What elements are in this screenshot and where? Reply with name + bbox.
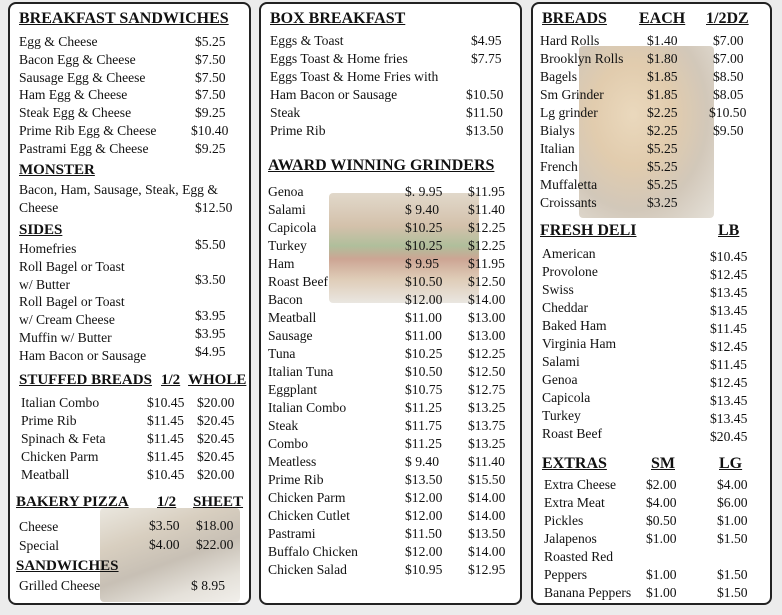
menu-item-name: Bialys [540, 123, 575, 138]
menu-item-name: Egg & Cheese [19, 34, 98, 49]
menu-item-price-whole: $11.95 [468, 184, 505, 199]
menu-item-price-sm: $1.00 [646, 531, 677, 546]
menu-item-name: Capicola [268, 220, 317, 235]
menu-item-price-whole: $12.25 [468, 238, 506, 253]
menu-item-name: Tuna [268, 346, 296, 361]
monster-description: Bacon, Ham, Sausage, Steak, Egg & [19, 182, 218, 197]
menu-item-price-half: $11.25 [405, 400, 442, 415]
menu-item-price-whole: $14.00 [468, 292, 506, 307]
menu-item-name: Cheddar [542, 300, 589, 315]
menu-item-price-half: $10.50 [405, 364, 443, 379]
menu-item-price-whole: $20.45 [197, 449, 235, 464]
menu-item-name: Homefries [19, 241, 77, 256]
menu-item-price-half: $11.75 [405, 418, 442, 433]
menu-item-price-half: $11.45 [147, 431, 184, 446]
menu-item-name: Turkey [542, 408, 581, 423]
menu-item-price-each: $1.80 [647, 51, 678, 66]
menu-item-name: Pickles [544, 513, 584, 528]
menu-item-name: Spinach & Feta [21, 431, 106, 446]
menu-item-name: Prime Rib [270, 123, 326, 138]
menu-item-name: Eggs Toast & Home Fries with [270, 69, 439, 84]
menu-item-name: Meatless [268, 454, 317, 469]
menu-item-price: $4.95 [471, 33, 502, 48]
menu-item-price-sm: $1.00 [646, 567, 677, 582]
menu-item-price-half: $11.45 [147, 413, 184, 428]
menu-item-name: Meatball [21, 467, 70, 482]
sandwiches-heading: SANDWICHES [16, 558, 119, 574]
menu-item-name: Chicken Salad [268, 562, 347, 577]
menu-item-price-whole: $13.25 [468, 436, 506, 451]
menu-item-price-each: $5.25 [647, 177, 678, 192]
menu-item-price: $9.25 [195, 141, 226, 156]
menu-item-price: $13.45 [710, 303, 748, 318]
menu-item-price: $11.45 [710, 321, 747, 336]
menu-item-price: $11.50 [466, 105, 503, 120]
menu-item-price-each: $5.25 [647, 159, 678, 174]
menu-item-price-half: $ 9.40 [405, 202, 439, 217]
menu-item-name: Salami [542, 354, 580, 369]
menu-item-price: $3.95 [195, 326, 226, 341]
menu-item-name: Peppers [544, 567, 588, 582]
menu-item-name: Jalapenos [544, 531, 597, 546]
menu-item-price-whole: $13.25 [468, 400, 506, 415]
menu-item-name: Virginia Ham [542, 336, 617, 351]
menu-item-name: Chicken Parm [268, 490, 346, 505]
fresh-deli-lb-header: LB [718, 222, 740, 239]
menu-item-price-dozen: $7.00 [713, 51, 744, 66]
menu-item-name: Italian [540, 141, 575, 156]
menu-item-price-whole: $13.00 [468, 310, 506, 325]
menu-item-name: Steak Egg & Cheese [19, 105, 132, 120]
menu-item-price: $7.50 [195, 70, 226, 85]
menu-item-name: Ham Bacon or Sausage [270, 87, 398, 102]
menu-column-middle [259, 2, 522, 605]
menu-item-price-lg: $1.50 [717, 531, 748, 546]
menu-item-name: Buffalo Chicken [268, 544, 358, 559]
menu-item-price: $13.50 [466, 123, 504, 138]
menu-item-price-half: $11.45 [147, 449, 184, 464]
menu-item-name: Extra Meat [544, 495, 605, 510]
menu-item-name: Prime Rib [268, 472, 324, 487]
menu-item-name: Roll Bagel or Toast [19, 294, 125, 309]
menu-item-price-each: $1.40 [647, 33, 678, 48]
menu-item-name: American [542, 246, 596, 261]
menu-item-price-whole: $14.00 [468, 490, 506, 505]
menu-item-price-half: $12.00 [405, 544, 443, 559]
menu-item-name: Sm Grinder [540, 87, 604, 102]
menu-item-name: Bagels [540, 69, 577, 84]
menu-item-price: $13.45 [710, 411, 748, 426]
menu-item-price: $3.95 [195, 308, 226, 323]
extras-heading: EXTRAS [542, 455, 607, 472]
menu-item-price: $4.95 [195, 344, 226, 359]
menu-item-price: $5.25 [195, 34, 226, 49]
bakery-pizza-heading: BAKERY PIZZA [16, 494, 129, 510]
breads-each-header: EACH [639, 10, 686, 27]
menu-item-price-lg: $1.00 [717, 513, 748, 528]
menu-item-price-each: $2.25 [647, 105, 678, 120]
menu-item-price-each: $5.25 [647, 141, 678, 156]
menu-item-price-whole: $13.75 [468, 418, 506, 433]
menu-item-price-whole: $12.25 [468, 220, 506, 235]
menu-item-price-half: $10.25 [405, 220, 443, 235]
menu-item-price: $10.40 [191, 123, 229, 138]
monster-price: $12.50 [195, 200, 233, 215]
menu-item-name: Italian Combo [21, 395, 100, 410]
menu-item-name: Sausage [268, 328, 313, 343]
menu-item-name: Italian Combo [268, 400, 347, 415]
menu-item-name: Roasted Red [544, 549, 614, 564]
menu-item-price: $13.45 [710, 285, 748, 300]
extras-sm-header: SM [651, 455, 675, 472]
menu-item-price: $20.45 [710, 429, 748, 444]
menu-item-price-lg: $1.50 [717, 567, 748, 582]
fresh-deli-heading: FRESH DELI [540, 222, 637, 239]
menu-item-name: Provolone [542, 264, 598, 279]
menu-item-name: Genoa [268, 184, 304, 199]
menu-item-name: Grilled Cheese [19, 578, 101, 593]
monster-description: Cheese [19, 200, 59, 215]
menu-item-name: Croissants [540, 195, 597, 210]
menu-item-name: Cheese [19, 519, 59, 534]
menu-item-price-sm: $4.00 [646, 495, 677, 510]
menu-item-price: $7.75 [471, 51, 502, 66]
menu-item-name: Eggs & Toast [270, 33, 344, 48]
menu-item-price-half: $12.00 [405, 490, 443, 505]
breads-heading: BREADS [542, 10, 607, 27]
menu-item-name: Roll Bagel or Toast [19, 259, 125, 274]
menu-item-name: Extra Cheese [544, 477, 617, 492]
bakery-pizza-half-header: 1/2 [157, 494, 177, 510]
grinder-sandwich-photo [329, 193, 479, 303]
menu-item-price: $12.45 [710, 339, 748, 354]
menu-item-name: Combo [268, 436, 309, 451]
menu-item-name: Ham Bacon or Sausage [19, 348, 147, 363]
menu-item-price-dozen: $10.50 [709, 105, 747, 120]
menu-item-price: $12.45 [710, 267, 748, 282]
menu-item-price-whole: $15.50 [468, 472, 506, 487]
menu-item-price-half: $12.00 [405, 292, 443, 307]
menu-item-price-whole: $20.00 [197, 395, 235, 410]
menu-item-price: $9.25 [195, 105, 226, 120]
menu-item-name: Eggplant [268, 382, 318, 397]
menu-item-name: Italian Tuna [268, 364, 334, 379]
menu-item-price-sheet: $22.00 [196, 537, 234, 552]
bakery-pizza-sheet-header: SHEET [193, 494, 244, 510]
menu-item-price-whole: $20.45 [197, 413, 235, 428]
menu-item-name: Sausage Egg & Cheese [19, 70, 146, 85]
menu-item-name: Prime Rib Egg & Cheese [19, 123, 157, 138]
menu-item-name: Brooklyn Rolls [540, 51, 624, 66]
menu-item-price-half: $11.00 [405, 328, 442, 343]
menu-item-price-whole: $11.40 [468, 454, 505, 469]
menu-item-price-half: $10.25 [405, 346, 443, 361]
menu-item-price-half: $10.95 [405, 562, 443, 577]
menu-item-price-half: $11.50 [405, 526, 442, 541]
menu-item-name: Turkey [268, 238, 307, 253]
menu-item-price: $ 8.95 [191, 578, 225, 593]
menu-item-name: Genoa [542, 372, 578, 387]
menu-item-price-whole: $20.00 [197, 467, 235, 482]
extras-lg-header: LG [719, 455, 743, 472]
menu-item-name: Special [19, 538, 60, 553]
grinders-heading: AWARD WINNING GRINDERS [268, 157, 495, 174]
menu-item-name: Meatball [268, 310, 317, 325]
menu-item-price-lg: $1.50 [717, 585, 748, 600]
menu-item-price: $11.45 [710, 357, 747, 372]
menu-item-name: Bacon Egg & Cheese [19, 52, 136, 67]
menu-item-name: French [540, 159, 578, 174]
menu-item-price-lg: $6.00 [717, 495, 748, 510]
menu-item-price-whole: $12.50 [468, 364, 506, 379]
menu-item-price-sm: $0.50 [646, 513, 677, 528]
stuffed-breads-half-header: 1/2 [161, 372, 181, 388]
menu-item-name: Pastrami Egg & Cheese [19, 141, 149, 156]
menu-item-name: Muffin w/ Butter [19, 330, 112, 345]
menu-item-price-half: $ 9.95 [405, 256, 439, 271]
menu-item-price-whole: $14.00 [468, 544, 506, 559]
menu-item-price-whole: $11.40 [468, 202, 505, 217]
menu-item-name: Chicken Parm [21, 449, 99, 464]
menu-item-price-lg: $4.00 [717, 477, 748, 492]
menu-item-price-whole: $12.25 [468, 346, 506, 361]
menu-item-name: Capicola [542, 390, 591, 405]
menu-item-price-half: $10.75 [405, 382, 443, 397]
menu-item-name: Prime Rib [21, 413, 77, 428]
menu-item-name: Ham Egg & Cheese [19, 87, 128, 102]
menu-item-price: $12.45 [710, 375, 748, 390]
menu-item-price-half: $10.25 [405, 238, 443, 253]
stuffed-breads-whole-header: WHOLE [188, 372, 247, 388]
menu-item-price-sm: $2.00 [646, 477, 677, 492]
menu-item-price-whole: $13.00 [468, 328, 506, 343]
menu-item-price-each: $1.85 [647, 87, 678, 102]
menu-item-name: Salami [268, 202, 306, 217]
menu-item-name: Eggs Toast & Home fries [270, 51, 408, 66]
menu-item-price: $10.50 [466, 87, 504, 102]
menu-item-price-sheet: $18.00 [196, 518, 234, 533]
menu-item-price-half: $10.45 [147, 395, 185, 410]
stuffed-breads-heading: STUFFED BREADS [19, 372, 152, 388]
menu-item-price-each: $2.25 [647, 123, 678, 138]
breads-half-dozen-header: 1/2DZ [706, 10, 749, 27]
menu-item-name: Lg grinder [540, 105, 598, 120]
menu-item-price: $5.50 [195, 237, 226, 252]
menu-item-name: Muffaletta [540, 177, 598, 192]
monster-heading: MONSTER [19, 162, 95, 178]
menu-item-price-half: $11.25 [405, 436, 442, 451]
menu-item-name: Steak [270, 105, 301, 120]
menu-item-price-half: $11.00 [405, 310, 442, 325]
menu-item-price-whole: $11.95 [468, 256, 505, 271]
menu-item-price: $7.50 [195, 87, 226, 102]
menu-item-price-half: $12.00 [405, 508, 443, 523]
menu-item-name: Baked Ham [542, 318, 607, 333]
menu-item-name: Pastrami [268, 526, 316, 541]
menu-item-price-half: $10.45 [147, 467, 185, 482]
box-breakfast-heading: BOX BREAKFAST [270, 10, 406, 27]
menu-item-name: Ham [268, 256, 295, 271]
menu-column-left [8, 2, 251, 605]
menu-item-name: Banana Peppers [544, 585, 632, 600]
menu-item-price-whole: $13.50 [468, 526, 506, 541]
menu-item-price-whole: $12.75 [468, 382, 506, 397]
menu-item-price-sm: $1.00 [646, 585, 677, 600]
menu-item-price-half: $3.50 [149, 518, 180, 533]
menu-item-name: w/ Butter [19, 277, 70, 292]
menu-item-name: Swiss [542, 282, 574, 297]
menu-item-price-whole: $12.95 [468, 562, 506, 577]
menu-column-right [531, 2, 772, 605]
menu-item-price: $10.45 [710, 249, 748, 264]
menu-item-price: $13.45 [710, 393, 748, 408]
menu-item-price-whole: $14.00 [468, 508, 506, 523]
menu-item-price-half: $13.50 [405, 472, 443, 487]
menu-item-price-half: $4.00 [149, 537, 180, 552]
menu-item-name: w/ Cream Cheese [19, 312, 115, 327]
breakfast-sandwiches-heading: BREAKFAST SANDWICHES [19, 10, 229, 27]
menu-item-name: Roast Beef [268, 274, 329, 289]
menu-item-price-half: $ 9.40 [405, 454, 439, 469]
menu-item-price-half: $10.50 [405, 274, 443, 289]
menu-item-name: Roast Beef [542, 426, 603, 441]
menu-item-price-whole: $20.45 [197, 431, 235, 446]
menu-item-price-each: $3.25 [647, 195, 678, 210]
menu-item-price-half: $. 9.95 [405, 184, 443, 199]
menu-item-price-each: $1.85 [647, 69, 678, 84]
menu-item-price-dozen: $9.50 [713, 123, 744, 138]
menu-item-price-whole: $12.50 [468, 274, 506, 289]
menu-item-price: $3.50 [195, 272, 226, 287]
menu-item-price: $7.50 [195, 52, 226, 67]
menu-item-price-dozen: $7.00 [713, 33, 744, 48]
menu-item-price-dozen: $8.05 [713, 87, 744, 102]
menu-item-name: Steak [268, 418, 299, 433]
menu-item-name: Chicken Cutlet [268, 508, 350, 523]
menu-item-name: Bacon [268, 292, 303, 307]
menu-item-name: Hard Rolls [540, 33, 600, 48]
sides-heading: SIDES [19, 222, 63, 238]
menu-item-price-dozen: $8.50 [713, 69, 744, 84]
